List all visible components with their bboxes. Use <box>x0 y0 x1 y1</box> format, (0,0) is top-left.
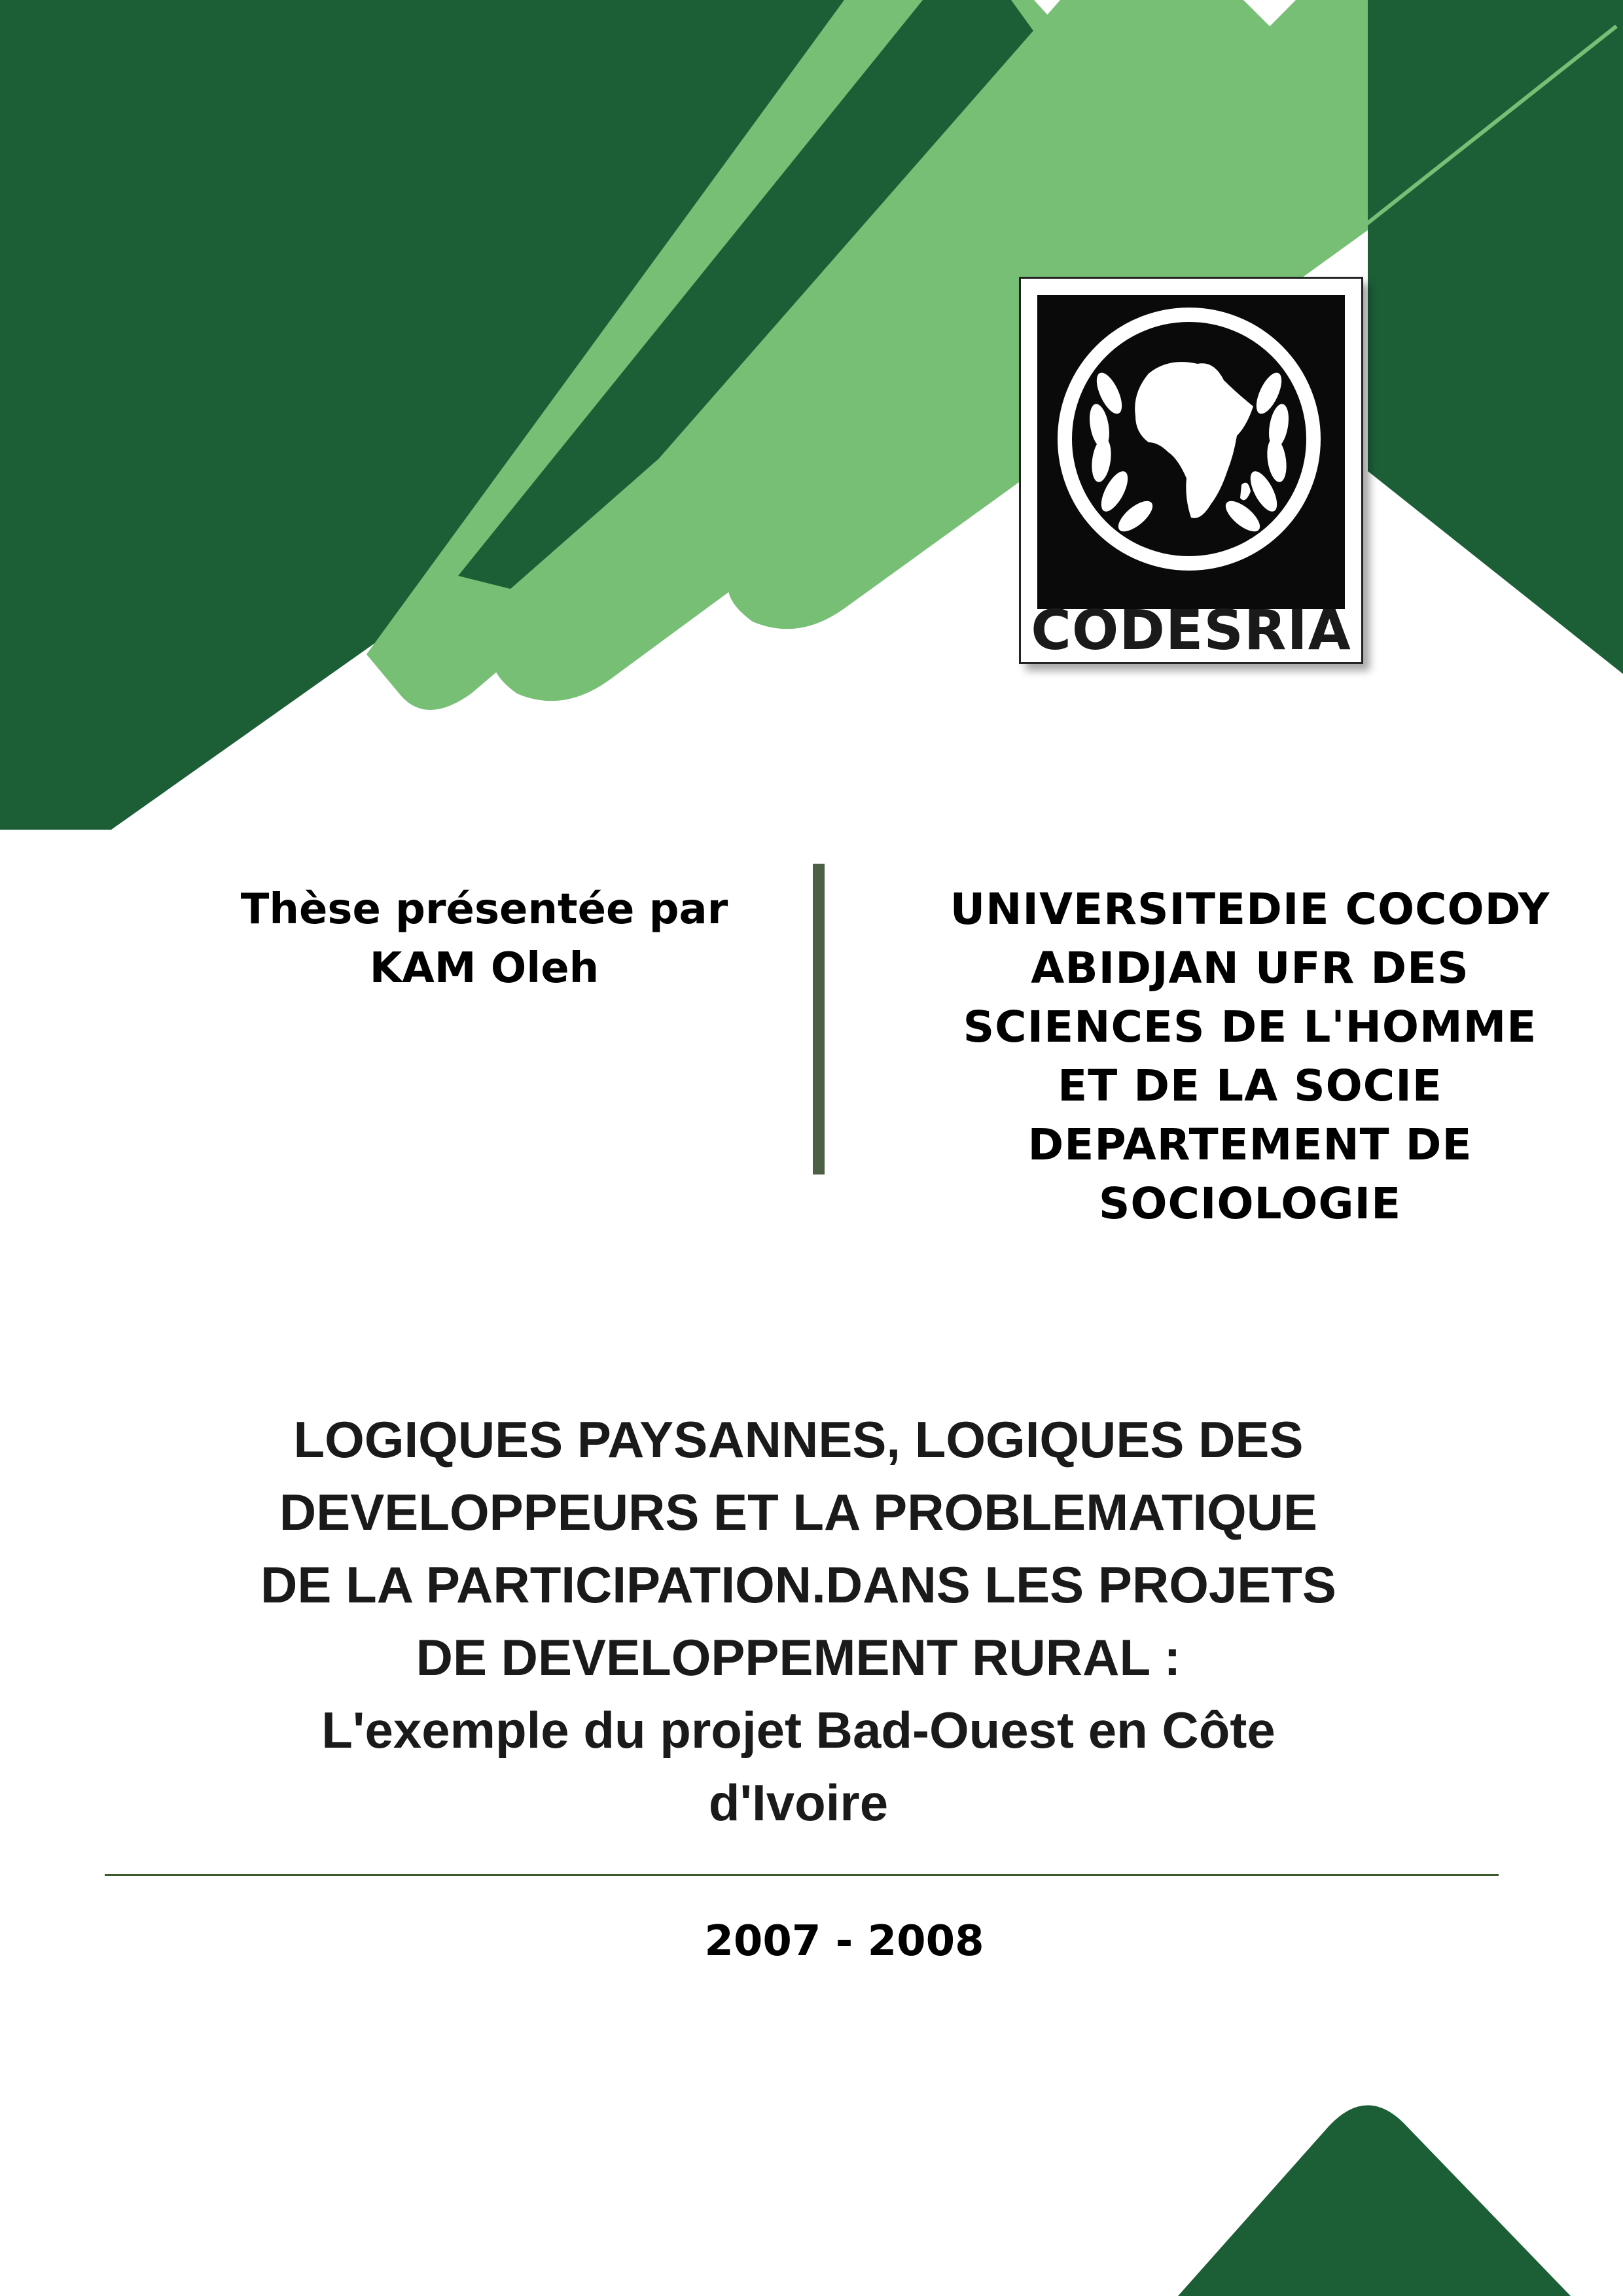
institution-line: SCIENCES DE L'HOMME <box>963 1002 1537 1052</box>
institution-line: SOCIOLOGIE <box>1098 1178 1402 1229</box>
title-line: DEVELOPPEURS ET LA PROBLEMATIQUE <box>279 1483 1318 1541</box>
title-line: DE DEVELOPPEMENT RURAL : <box>416 1629 1181 1686</box>
presenter-block <box>190 880 779 998</box>
codesria-logo <box>1019 277 1363 664</box>
institution-line: UNIVERSITEDIE COCODY <box>950 884 1550 934</box>
academic-year: 2007 - 2008 <box>704 1917 984 1966</box>
header-green-graphic <box>0 0 1623 831</box>
institution-line: DEPARTEMENT DE <box>1027 1120 1472 1170</box>
title-line: L'exemple du projet Bad-Ouest en Côte <box>321 1701 1275 1759</box>
institution-block <box>890 880 1610 1233</box>
header-right-dark-triangle <box>1368 0 1623 674</box>
institution-line: ABIDJAN UFR DES <box>1031 943 1469 993</box>
africa-wreath-emblem-icon <box>1037 295 1345 609</box>
thesis-title <box>157 1404 1440 1839</box>
institution-line: ET DE LA SOCIE <box>1058 1061 1442 1111</box>
title-line: DE LA PARTICIPATION.DANS LES PROJETS <box>260 1556 1336 1614</box>
logo-text: CODESRIA <box>1031 598 1351 662</box>
presenter-name: KAM Oleh <box>369 944 599 993</box>
title-line: d'Ivoire <box>708 1774 889 1831</box>
footer-dark-green-triangle <box>1178 2106 1571 2296</box>
horizontal-rule <box>105 1874 1499 1876</box>
presenter-label: Thèse présentée par <box>240 885 728 934</box>
logo-emblem-panel <box>1037 295 1345 609</box>
title-line: LOGIQUES PAYSANNES, LOGIQUES DES <box>293 1411 1304 1468</box>
vertical-divider <box>813 864 825 1174</box>
